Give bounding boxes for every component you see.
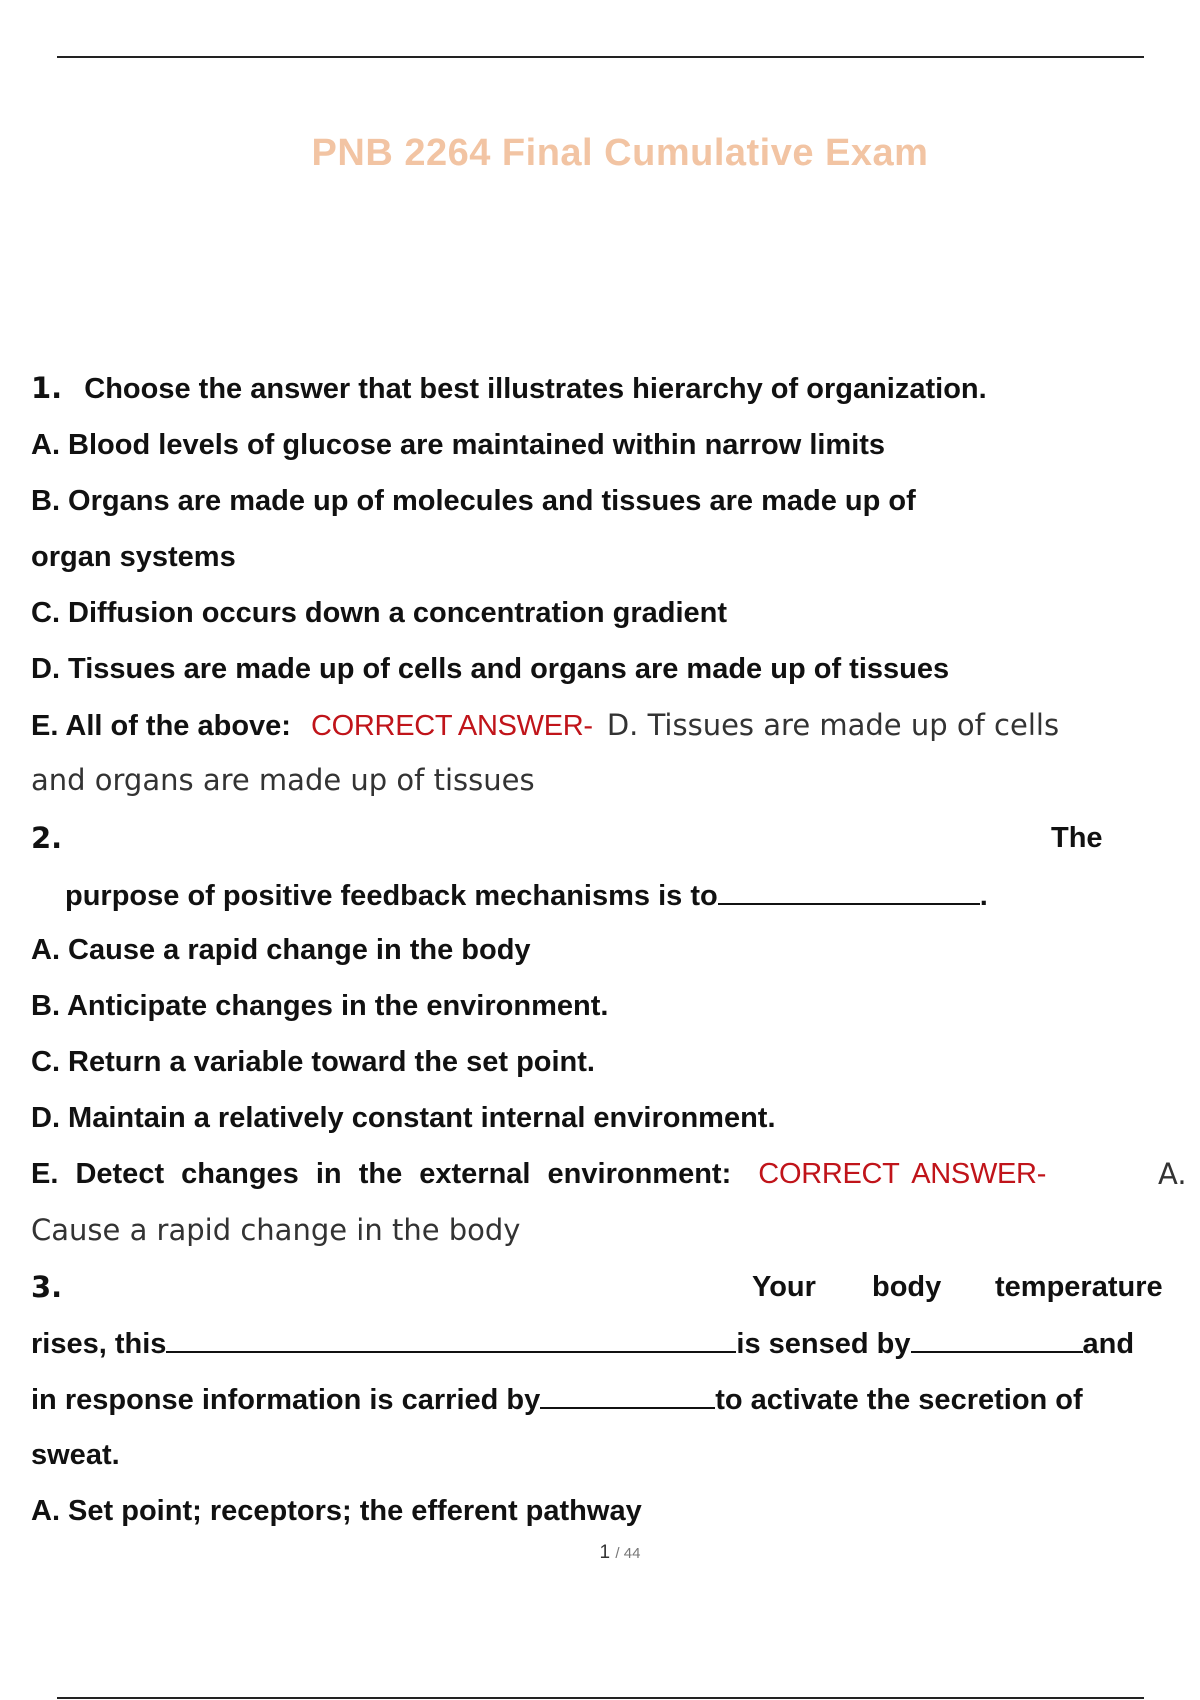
page-current: 1 bbox=[599, 1542, 611, 1563]
question-number: 3. bbox=[31, 1270, 63, 1304]
correct-answer-text-cont: Cause a rapid change in the body bbox=[31, 1213, 521, 1247]
q2-option-c: C. Return a variable toward the set point. bbox=[31, 1046, 595, 1078]
question-text: to activate the secretion of bbox=[715, 1384, 1083, 1416]
answer-blank bbox=[166, 1325, 736, 1353]
question-3 bbox=[31, 1269, 1191, 1306]
q1-option-c: C. Diffusion occurs down a concentration gradient bbox=[31, 597, 728, 629]
question-3-line-3 bbox=[31, 1381, 1191, 1418]
question-word: temperature bbox=[995, 1271, 1163, 1303]
question-text: rises, this bbox=[31, 1328, 167, 1360]
document-title: PNB 2264 Final Cumulative Exam bbox=[311, 132, 929, 174]
page-number bbox=[0, 1542, 1200, 1564]
q2-option-d: D. Maintain a relatively constant internal environment. bbox=[31, 1102, 776, 1134]
question-2 bbox=[31, 820, 1191, 857]
question-3-line-4: sweat. bbox=[31, 1439, 120, 1471]
answer-blank bbox=[718, 877, 980, 905]
q1-option-a: A. Blood levels of glucose are maintained within narrow limits bbox=[31, 429, 886, 461]
question-word: body bbox=[872, 1271, 942, 1303]
question-text: and bbox=[1082, 1328, 1135, 1360]
top-rule bbox=[57, 56, 1144, 58]
q2-option-a: A. Cause a rapid change in the body bbox=[31, 934, 531, 966]
correct-answer-text-cont: and organs are made up of tissues bbox=[31, 763, 535, 797]
question-number: 1. bbox=[31, 371, 63, 405]
q2-option-e bbox=[31, 1156, 1191, 1192]
correct-answer-label: CORRECT ANSWER- bbox=[311, 710, 593, 742]
question-number: 2. bbox=[31, 821, 63, 855]
question-text: purpose of positive feedback mechanisms is to bbox=[65, 880, 718, 912]
bottom-rule bbox=[57, 1697, 1144, 1699]
option-e-text: E. Detect changes in the external environment: bbox=[31, 1158, 732, 1190]
question-2-text bbox=[65, 877, 1200, 914]
question-period: . bbox=[979, 880, 988, 912]
correct-answer-text: D. Tissues are made up of cells bbox=[606, 708, 1060, 742]
q1-option-b-cont: organ systems bbox=[31, 541, 236, 573]
question-1 bbox=[31, 370, 1191, 407]
answer-blank bbox=[911, 1325, 1083, 1353]
question-3-line-2 bbox=[31, 1325, 1191, 1362]
question-text-start: The bbox=[1051, 822, 1103, 854]
correct-answer-label: CORRECT ANSWER- bbox=[758, 1158, 1047, 1190]
question-text: Choose the answer that best illustrates hierarchy of organization. bbox=[84, 373, 987, 405]
q1-option-e bbox=[31, 707, 1191, 744]
question-word: Your bbox=[752, 1271, 816, 1303]
q3-option-a: A. Set point; receptors; the efferent pathway bbox=[31, 1495, 642, 1527]
q2-option-b: B. Anticipate changes in the environment. bbox=[31, 990, 609, 1022]
page-total: / 44 bbox=[615, 1545, 641, 1562]
answer-blank bbox=[540, 1381, 715, 1409]
q1-option-b: B. Organs are made up of molecules and tissues are made up of bbox=[31, 485, 916, 517]
option-e-text: E. All of the above: bbox=[31, 710, 291, 742]
q1-option-d: D. Tissues are made up of cells and organs are made up of tissues bbox=[31, 653, 950, 685]
question-text: in response information is carried by bbox=[31, 1384, 541, 1416]
correct-answer-text: A. bbox=[1158, 1157, 1187, 1191]
question-text: is sensed by bbox=[736, 1328, 911, 1360]
